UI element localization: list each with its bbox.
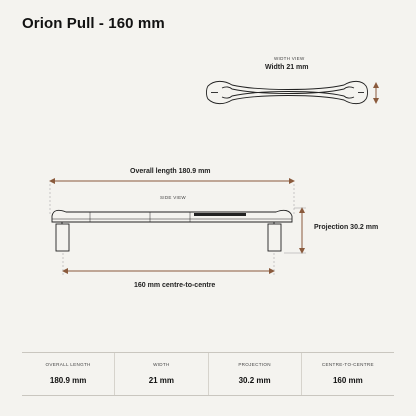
side-view-caption: SIDE VIEW — [160, 195, 186, 200]
width-label: Width 21 mm — [265, 64, 309, 71]
page-title: Orion Pull - 160 mm — [22, 15, 165, 32]
spec-value: 30.2 mm — [238, 376, 271, 385]
spec-overall-length — [22, 353, 115, 395]
spec-label: WIDTH — [153, 362, 170, 367]
projection-label: Projection 30.2 mm — [314, 224, 379, 231]
spec-width — [115, 353, 208, 395]
spec-projection — [209, 353, 302, 395]
spec-label: CENTRE-TO-CENTRE — [321, 362, 374, 367]
width-view-outline — [207, 81, 368, 103]
spec-label: PROJECTION — [238, 362, 271, 367]
spec-value: 180.9 mm — [49, 376, 87, 385]
side-view-outline — [52, 210, 292, 251]
spec-value: 160 mm — [332, 376, 363, 385]
spec-label: OVERALL LENGTH — [45, 362, 91, 367]
overall-length-label: Overall length 180.9 mm — [130, 168, 211, 175]
centre-to-centre-label: 160 mm centre-to-centre — [134, 282, 216, 289]
width-view-caption: WIDTH VIEW — [274, 56, 305, 61]
spec-centre-to-centre — [302, 353, 394, 395]
spec-value: 21 mm — [148, 376, 175, 385]
spec-table — [22, 352, 394, 396]
